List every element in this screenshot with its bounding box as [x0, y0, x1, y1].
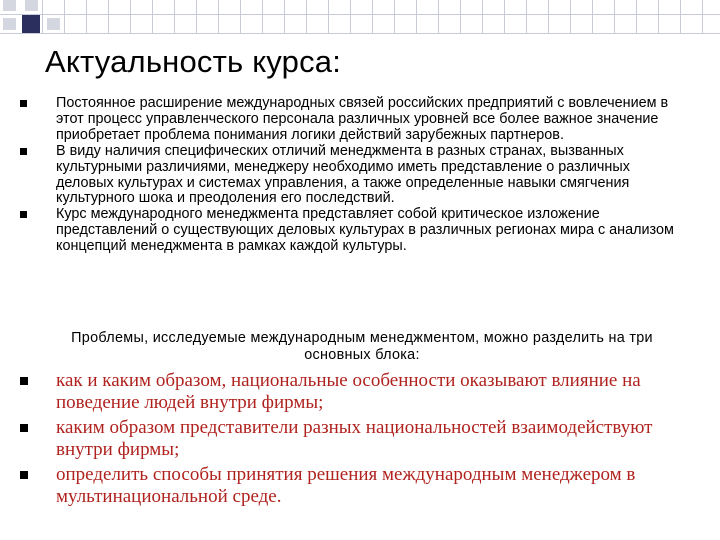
problem-bullet-item	[20, 464, 660, 507]
problem-bullet-text: определить способы принятия решения международным менеджером в мультинациональной среде.	[56, 464, 636, 507]
problems-heading: Проблемы, исследуемые международным менеджментом, можно разделить на три основных блока:	[71, 330, 653, 363]
intro-bullet-text: Курс международного менеджмента представляет собой критическое изложение представлений о существующих деловых культурах в различных регионах мира с анализом концепций менеджмента в рамках каждой культуры.	[56, 206, 674, 255]
problem-bullet-item	[20, 417, 660, 460]
intro-bullet-item	[20, 207, 688, 255]
problem-bullet-item	[20, 370, 660, 413]
intro-bullet-text: В виду наличия специфических отличий менеджмента в разных странах, вызванных культурными различиями, менеджеру необходимо иметь представление о различных деловых культурах и системах управления, а также определенные навыки смягчения культурного шока и преодоления его последствий.	[56, 142, 630, 207]
square-bullet-icon	[20, 211, 27, 218]
square-bullet-icon	[20, 377, 28, 385]
problem-bullet-text: как и каким образом, национальные особенности оказывают влияние на поведение людей внутри фирмы;	[56, 370, 641, 413]
square-bullet-icon	[20, 148, 27, 155]
intro-bullet-item	[20, 96, 688, 144]
decorative-grid	[0, 0, 720, 44]
square-bullet-icon	[20, 424, 28, 432]
problem-bullet-text: каким образом представители разных национальностей взаимодействуют внутри фирмы;	[56, 417, 653, 460]
intro-bullet-list	[20, 96, 688, 255]
intro-bullet-text: Постоянное расширение международных связей российских предприятий с вовлечением в этот процесс управленческого персонала различных уровней все более важное значение приобретает проблема понимания логики действий зарубежных партнеров.	[56, 95, 669, 143]
problem-bullet-list	[20, 370, 660, 511]
slide-title: Актуальность курса:	[45, 44, 342, 79]
square-bullet-icon	[20, 471, 28, 479]
square-bullet-icon	[20, 100, 27, 107]
intro-bullet-item	[20, 144, 688, 208]
